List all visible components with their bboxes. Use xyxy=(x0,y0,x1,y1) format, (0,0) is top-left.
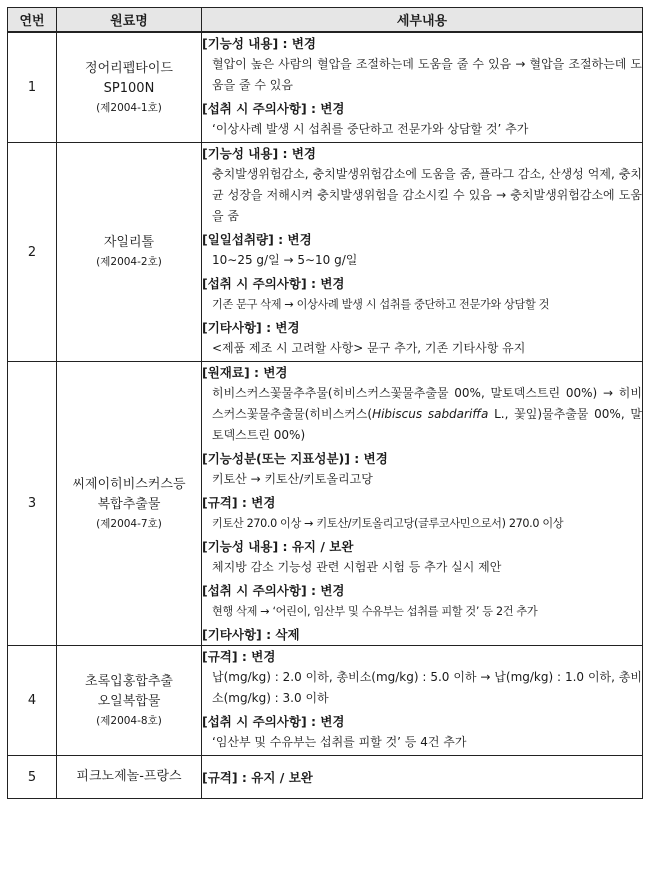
section-heading: [규격] : 유지 / 보완 xyxy=(202,769,313,785)
header-row xyxy=(8,8,643,33)
detail-cell xyxy=(202,143,643,362)
section-heading: [기타사항] : 변경 xyxy=(202,320,300,335)
row-number: 4 xyxy=(8,646,57,756)
ingredient-name-cell xyxy=(57,362,202,646)
ingredient-name: 피크노제놀-프랑스 xyxy=(76,769,182,784)
header-name: 원료명 xyxy=(57,8,202,33)
row-number: 1 xyxy=(8,32,57,143)
body-text: L., 꽃잎)물추출물 00%, 말토덱스트린 00%) xyxy=(212,407,643,442)
scientific-name: Hibiscus sabdariffa xyxy=(372,407,489,421)
section-body: 혈압이 높은 사람의 혈압을 조절하는데 도움을 줄 수 있음 → 혈압을 조절하는데 도움을 줄 수 있음 xyxy=(212,57,642,92)
table-row xyxy=(8,756,643,799)
detail-cell xyxy=(202,756,643,799)
table-row xyxy=(8,32,643,143)
section-body: 현행 삭제 → ‘어린이, 임산부 및 수유부는 섭취를 피할 것’ 등 2건 추가 xyxy=(212,605,538,618)
ingredient-code: (제2004-2호) xyxy=(96,256,162,268)
row-number: 2 xyxy=(8,143,57,362)
ingredient-name: 초록입홍합추출 xyxy=(85,673,173,689)
section-heading: [기능성분(또는 지표성분)] : 변경 xyxy=(202,451,388,466)
section-heading: [규격] : 변경 xyxy=(202,495,276,510)
section-body: 키토산 270.0 이상 → 키토산/키토올리고당(글루코사민으로서) 270.0 이상 xyxy=(212,517,564,530)
section-heading: [기능성 내용] : 변경 xyxy=(202,36,317,51)
detail-cell xyxy=(202,362,643,646)
ingredient-code: (제2004-1호) xyxy=(96,101,162,114)
table-row xyxy=(8,143,643,362)
ingredient-name-cell xyxy=(57,32,202,143)
ingredient-name: 정어리펩타이드 xyxy=(85,60,173,76)
table-row xyxy=(8,362,643,646)
section-heading: [규격] : 변경 xyxy=(202,649,276,664)
ingredient-name: 씨제이히비스커스등 xyxy=(72,476,186,492)
ingredient-name: 오일복합물 xyxy=(97,693,161,709)
ingredient-name: SP100N xyxy=(103,80,155,96)
section-body xyxy=(202,383,642,446)
body-text: 히비스커스꽃물추추물(히비스커스꽃물추출물 00%, 말토덱스트린 00%) → 히비스커스꽃물추출물(히비스커스( xyxy=(212,386,642,421)
header-no: 연번 xyxy=(8,8,57,33)
ingredient-name-cell xyxy=(57,646,202,756)
section-body: ‘이상사례 발생 시 섭취를 중단하고 전문가와 상담할 것’ 추가 xyxy=(212,122,529,136)
section-heading: [섭취 시 주의사항] : 변경 xyxy=(202,714,345,729)
header-detail: 세부내용 xyxy=(202,8,643,33)
ingredient-code: (제2004-7호) xyxy=(96,517,162,530)
section-body: ‘임산부 및 수유부는 섭취를 피할 것’ 등 4건 추가 xyxy=(212,735,467,749)
section-body: <제품 제조 시 고려할 사항> 문구 추가, 기존 기타사항 유지 xyxy=(212,341,526,355)
detail-cell xyxy=(202,32,643,143)
ingredient-code: (제2004-8호) xyxy=(96,714,162,727)
section-body: 키토산 → 키토산/키토올리고당 xyxy=(212,472,373,486)
section-heading: [기능성 내용] : 유지 / 보완 xyxy=(202,539,354,554)
ingredient-name: 자일리톨 xyxy=(103,235,155,250)
section-heading: [기타사항] : 삭제 xyxy=(202,627,300,642)
section-body: 체지방 감소 기능성 관련 시험관 시험 등 추가 실시 제안 xyxy=(212,560,502,574)
section-body: 충치발생위험감소, 충치발생위험감소에 도움을 줌, 플라그 감소, 산생성 억제, 충치균 성장을 저해시켜 충치발생위험을 감소시킬 수 있음 → 충치발생위험감소에 도움을 줌 xyxy=(212,167,642,223)
row-number: 3 xyxy=(8,362,57,646)
section-body: 10∼25 g/일 → 5∼10 g/일 xyxy=(212,253,358,267)
detail-cell xyxy=(202,646,643,756)
section-heading: [섭취 시 주의사항] : 변경 xyxy=(202,276,345,291)
row-number: 5 xyxy=(8,756,57,799)
ingredient-name-cell xyxy=(57,143,202,362)
section-body: 납(mg/kg) : 2.0 이하, 총비소(mg/kg) : 5.0 이하 → 납(mg/kg) : 1.0 이하, 총비소(mg/kg) : 3.0 이하 xyxy=(212,670,642,705)
ingredient-name: 복합추출물 xyxy=(97,496,161,512)
section-body: 기존 문구 삭제 → 이상사례 발생 시 섭취를 중단하고 전문가와 상담할 것 xyxy=(212,298,550,311)
section-heading: [기능성 내용] : 변경 xyxy=(202,146,317,161)
ingredient-name-cell xyxy=(57,756,202,799)
section-heading: [원재료] : 변경 xyxy=(202,365,288,380)
table-row xyxy=(8,646,643,756)
ingredient-change-table xyxy=(7,7,643,799)
section-heading: [섭취 시 주의사항] : 변경 xyxy=(202,101,345,116)
section-heading: [일일섭취량] : 변경 xyxy=(202,232,312,247)
section-heading: [섭취 시 주의사항] : 변경 xyxy=(202,583,345,598)
